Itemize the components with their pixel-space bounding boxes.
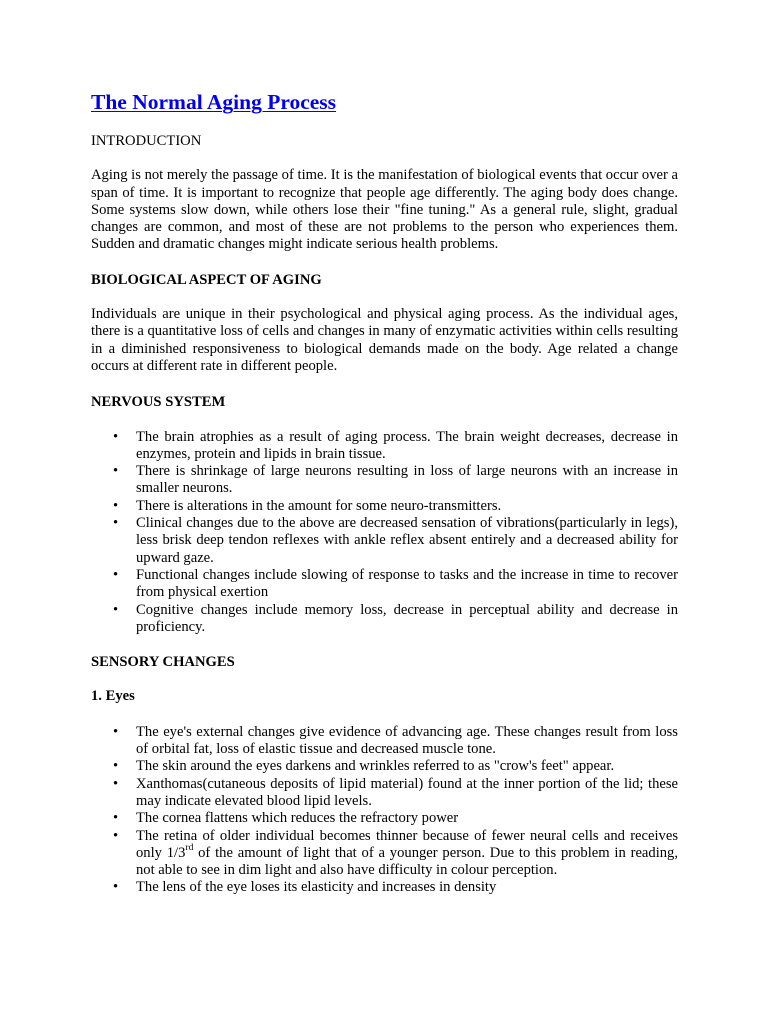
bullet-icon: • xyxy=(113,810,119,827)
document-page xyxy=(91,88,678,897)
bullet-icon: • xyxy=(113,566,119,583)
biological-aspect-paragraph: Individuals are unique in their psychological and physical aging process. As the individual ages, there is a quantitative loss of cells and changes in many of enzymatic activities within cells resulting in a diminished responsiveness to biological demands made on the body. Age related a change occurs at different rate in different people. xyxy=(91,306,678,374)
list-item xyxy=(91,724,678,759)
retina-item-before: The retina of older individual becomes thinner because of fewer neural cells and receives only 1/3 xyxy=(136,827,678,861)
list-item xyxy=(91,879,678,896)
list-item xyxy=(91,498,678,515)
bullet-icon: • xyxy=(113,428,119,445)
list-item-text: The lens of the eye loses its elasticity and increases in density xyxy=(136,879,497,896)
list-item-text: The cornea flattens which reduces the refractory power xyxy=(136,810,459,827)
nervous-system-heading: NERVOUS SYSTEM xyxy=(91,394,226,411)
list-item xyxy=(91,810,678,827)
nervous-system-list xyxy=(91,429,678,637)
ordinal-superscript: rd xyxy=(185,842,194,853)
bullet-icon: • xyxy=(113,775,119,792)
list-item xyxy=(91,776,678,811)
list-item xyxy=(91,429,678,464)
bullet-icon: • xyxy=(113,879,119,896)
bullet-icon: • xyxy=(113,497,119,514)
biological-aspect-heading: BIOLOGICAL ASPECT OF AGING xyxy=(91,271,322,288)
bullet-icon: • xyxy=(113,601,119,618)
list-item-text: Functional changes include slowing of response to tasks and the increase in time to recover from physical exertion xyxy=(136,566,678,601)
list-item-text: Clinical changes due to the above are decreased sensation of vibrations(particularly in legs), less brisk deep tendon reflexes with ankle reflex absent entirely and a decreased ability for upward gaze. xyxy=(136,515,678,566)
list-item-text: There is alterations in the amount for some neuro-transmitters. xyxy=(136,497,502,514)
bullet-icon: • xyxy=(113,758,119,775)
list-item-text: Xanthomas(cutaneous deposits of lipid material) found at the inner portion of the lid; these may indicate elevated blood lipid levels. xyxy=(136,775,678,809)
list-item xyxy=(91,602,678,637)
intro-heading: INTRODUCTION xyxy=(91,133,202,149)
bullet-icon: • xyxy=(113,463,119,480)
list-item xyxy=(91,567,678,602)
list-item xyxy=(91,758,678,775)
list-item-text: There is shrinkage of large neurons resulting in loss of large neurons with an increase in smaller neurons. xyxy=(136,463,678,497)
list-item-text: The skin around the eyes darkens and wrinkles referred to as "crow's feet" appear. xyxy=(136,758,615,775)
sensory-changes-heading: SENSORY CHANGES xyxy=(91,654,235,671)
list-item-text: The eye's external changes give evidence of advancing age. These changes result from loss of orbital fat, loss of elastic tissue and decreased muscle tone. xyxy=(136,723,678,758)
list-item xyxy=(91,463,678,498)
eyes-list xyxy=(91,724,678,897)
bullet-icon: • xyxy=(113,515,119,532)
list-item-text: Cognitive changes include memory loss, decrease in perceptual ability and decrease in proficiency. xyxy=(136,601,678,635)
bullet-icon: • xyxy=(113,723,119,740)
bullet-icon: • xyxy=(113,827,119,844)
intro-paragraph: Aging is not merely the passage of time. It is the manifestation of biological events that occur over a span of time. It is important to recognize that people age differently. The aging body does change. Some systems slow down, while others lose their "fine tuning." As a general rule, slight, gradual changes are common, and most of these are not problems to the person who experiences them. Sudden and dramatic changes might indicate serious health problems. xyxy=(91,167,678,253)
list-item xyxy=(91,515,678,567)
list-item xyxy=(91,828,678,880)
eyes-heading: 1. Eyes xyxy=(91,688,135,705)
document-title-link[interactable]: The Normal Aging Process xyxy=(91,90,337,114)
list-item-text: The brain atrophies as a result of aging process. The brain weight decreases, decrease in enzymes, protein and lipids in brain tissue. xyxy=(136,428,678,462)
retina-item-after: of the amount of light that of a younger person. Due to this problem in reading, not able to see in dim light and also have difficulty in colour perception. xyxy=(136,844,678,879)
